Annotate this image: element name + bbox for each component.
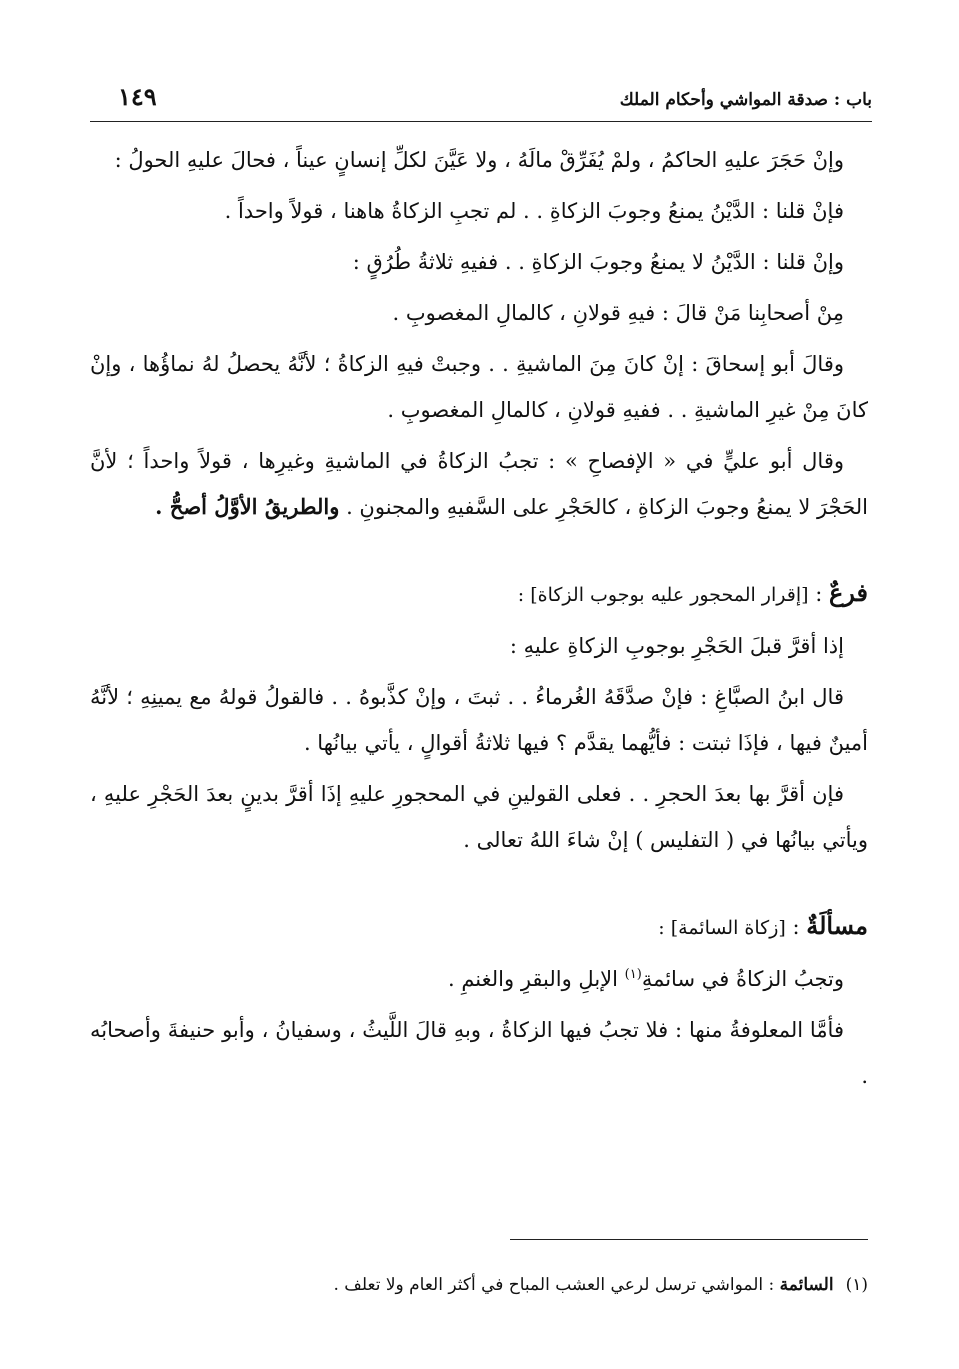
heading-word: مسألَةٌ <box>806 911 868 940</box>
footnote-divider <box>510 1239 868 1240</box>
footnote-term: السائمة <box>779 1275 834 1295</box>
heading-colon: : <box>785 915 807 939</box>
paragraph: وإنْ حَجَرَ عليهِ الحاكمُ ، ولمْ يُفَرِّقْ مالَهُ ، ولا عَيَّنَ لكلِّ إنسانٍ عيناً ، فحالَ عليهِ الحولُ : <box>114 148 844 172</box>
heading-colon: : <box>808 582 829 606</box>
footnote <box>90 1272 868 1298</box>
header-divider <box>90 121 872 122</box>
paragraph: وقالَ أبو إسحاقَ : إنْ كانَ مِنَ الماشيةِ . . وجبتْ فيهِ الزكاةُ ؛ لأنَّهُ يحصلُ لهُ نماؤُها ، وإنْ كانَ مِنْ غيرِ الماشيةِ . . ففيهِ قولانِ ، كالمالِ المغصوبِ . <box>90 352 868 422</box>
paragraph: فأمَّا المعلوفةُ منها : فلا تجبُ فيها الزكاةُ ، وبهِ قالَ اللَّيثُ ، وسفيانُ ، وأبو حنيفةَ وأصحابُه . <box>90 1018 868 1088</box>
paragraph <box>90 438 868 530</box>
section-heading-far <box>90 570 868 618</box>
section-title: [زكاة السائمة] : <box>658 917 786 939</box>
footnote-marker[interactable]: (١) <box>624 967 642 982</box>
chapter-title: باب : صدقة المواشي وأحكام الملك <box>619 90 872 110</box>
paragraph <box>90 956 868 1002</box>
paragraph-text: وتجبُ الزكاةُ في سائمةِ <box>641 967 844 991</box>
paragraph: فإنْ قلنا : الدَّيْنُ يمنعُ وجوبَ الزكاةِ . . لم تجبِ الزكاةُ هاهنا ، قولاً واحداً . <box>224 199 844 223</box>
section-heading-masala <box>90 903 868 951</box>
paragraph: فإن أقرَّ بها بعدَ الحجرِ . . فعلى القولينِ في المحجورِ عليهِ إذَا أقرَّ بدينٍ بعدَ الحَجْرِ عليهِ ، ويأتي بيانُها في ( التفليس ) إنْ شاءَ اللهُ تعالى . <box>90 782 868 852</box>
page-header <box>90 80 872 120</box>
paragraph-text: وقال أبو عليٍّ في « الإفصاحِ » : تجبُ الزكاةُ في الماشيةِ وغيرِها ، قولاً واحداً ؛ لأنَّ الحَجْرَ لا يمنعُ وجوبَ الزكاةِ ، كالحَجْرِ على السَّفيهِ والمجنونِ . <box>90 449 868 519</box>
paragraph: إذا أقرَّ قبلَ الحَجْرِ بوجوبِ الزكاةِ عليهِ : <box>509 634 844 658</box>
footnote-number: (١) <box>845 1275 868 1295</box>
conclusion-bold: والطريقُ الأوَّلُ أصحُّ . <box>155 494 340 519</box>
paragraph: مِنْ أصحابِنا مَنْ قالَ : فيهِ قولانِ ، كالمالِ المغصوبِ . <box>392 301 844 325</box>
paragraph: وإنْ قلنا : الدَّيْنُ لا يمنعُ وجوبَ الزكاةِ . . ففيهِ ثلاثةُ طُرُقٍ : <box>352 250 844 274</box>
page-number: ١٤٩ <box>118 82 157 111</box>
paragraph-text: الإبلِ والبقرِ والغنمِ . <box>447 967 625 991</box>
heading-word: فرعٌ <box>828 578 868 607</box>
section-title: [إقرار المحجور عليه بوجوب الزكاة] : <box>517 584 809 606</box>
main-text <box>90 137 868 1104</box>
footnote-text: : المواشي ترسل لرعي العشب المباح في أكثر العام ولا تعلف . <box>333 1275 780 1295</box>
paragraph: قال ابنُ الصبَّاغِ : فإنْ صدَّقَهُ الغُرماءُ . . ثبتَ ، وإنْ كذَّبوهُ . . فالقولُ قولهُ مع يمينِهِ ؛ لأنَّهُ أمينٌ فيها ، فإذَا ثبتت : فأيُّهما يقدَّم ؟ فيها ثلاثةُ أقوالٍ ، يأتي بيانُها . <box>90 685 868 755</box>
